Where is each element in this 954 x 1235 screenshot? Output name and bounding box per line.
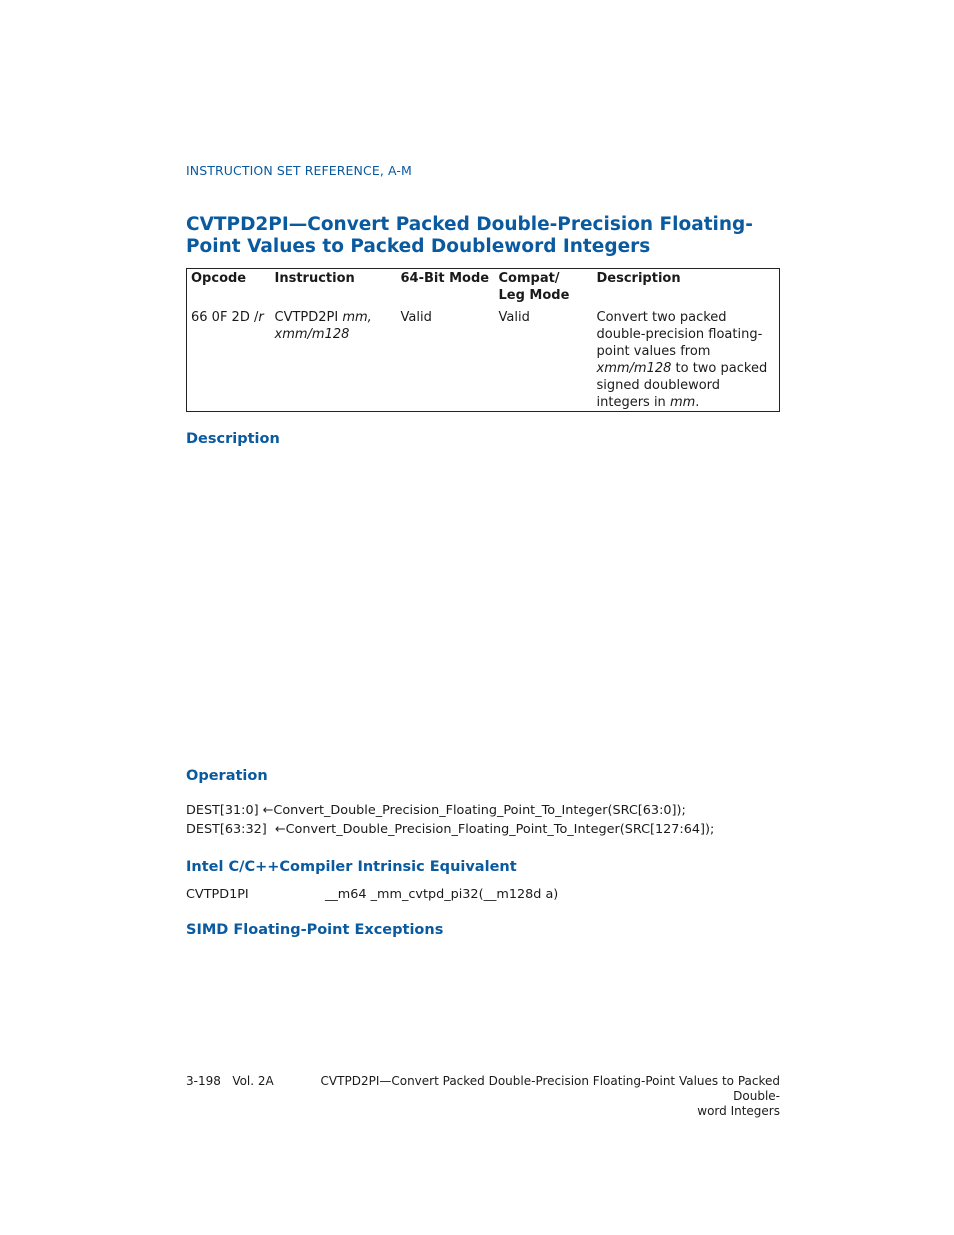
- cell-instruction: [271, 306, 397, 412]
- header-compat-line1: Compat/: [498, 271, 560, 286]
- intrinsic-signature: __m64 _mm_cvtpd_pi32(__m128d a): [325, 887, 559, 902]
- page-title: CVTPD2PI—Convert Packed Double-Precision Floating-Point Values to Packed Doubleword Integers: [186, 214, 753, 257]
- header-description: Description: [596, 271, 681, 286]
- header-compat-leg-mode: [495, 269, 593, 307]
- footer-title-line-2: word Integers: [697, 1104, 780, 1118]
- desc-part-2: to two packed signed doubleword integers in: [596, 361, 768, 410]
- cell-64bit-mode: Valid: [400, 310, 432, 325]
- footer-title: [320, 1074, 780, 1119]
- header-64bit-mode: 64-Bit Mode: [400, 271, 490, 286]
- opcode-text: 66 0F 2D /: [191, 310, 259, 325]
- desc-italic-2: mm: [669, 395, 696, 410]
- header-instruction: Instruction: [274, 271, 355, 286]
- section-heading-description: Description: [186, 431, 280, 447]
- table-row: [187, 306, 780, 412]
- desc-part-1: Convert two packed double-precision floating-point values from: [596, 310, 763, 359]
- operation-code: [186, 801, 714, 839]
- intrinsic-name: CVTPD1PI: [186, 887, 249, 902]
- cell-description: [593, 306, 780, 412]
- opcode-italic: r: [258, 310, 264, 325]
- section-heading-intrinsic: Intel C/C++Compiler Intrinsic Equivalent: [186, 859, 517, 875]
- instr-text: CVTPD2PI: [274, 310, 343, 325]
- operation-line-2: DEST[63:32] ←Convert_Double_Precision_Floating_Point_To_Integer(SRC[127:64]);: [186, 822, 715, 837]
- header-opcode: Opcode: [191, 271, 247, 286]
- section-heading-exceptions: SIMD Floating-Point Exceptions: [186, 922, 444, 938]
- instr-italic-2: xmm/m128: [274, 327, 350, 342]
- footer-page-number: 3-198 Vol. 2A: [186, 1074, 274, 1088]
- cell-opcode: [187, 306, 271, 412]
- desc-italic-1: xmm/m128: [596, 361, 672, 376]
- table-header-row: [187, 269, 780, 307]
- running-head: INSTRUCTION SET REFERENCE, A-M: [186, 163, 412, 178]
- cell-compat-mode: Valid: [498, 310, 530, 325]
- section-heading-operation: Operation: [186, 768, 268, 784]
- instruction-table: [186, 268, 780, 412]
- desc-part-3: .: [695, 395, 700, 410]
- operation-line-1: DEST[31:0] ←Convert_Double_Precision_Floating_Point_To_Integer(SRC[63:0]);: [186, 803, 686, 818]
- footer-title-line-1: CVTPD2PI—Convert Packed Double-Precision Floating-Point Values to Packed Double-: [320, 1074, 780, 1103]
- header-compat-line2: Leg Mode: [498, 288, 570, 303]
- instr-italic-1: mm,: [342, 310, 372, 325]
